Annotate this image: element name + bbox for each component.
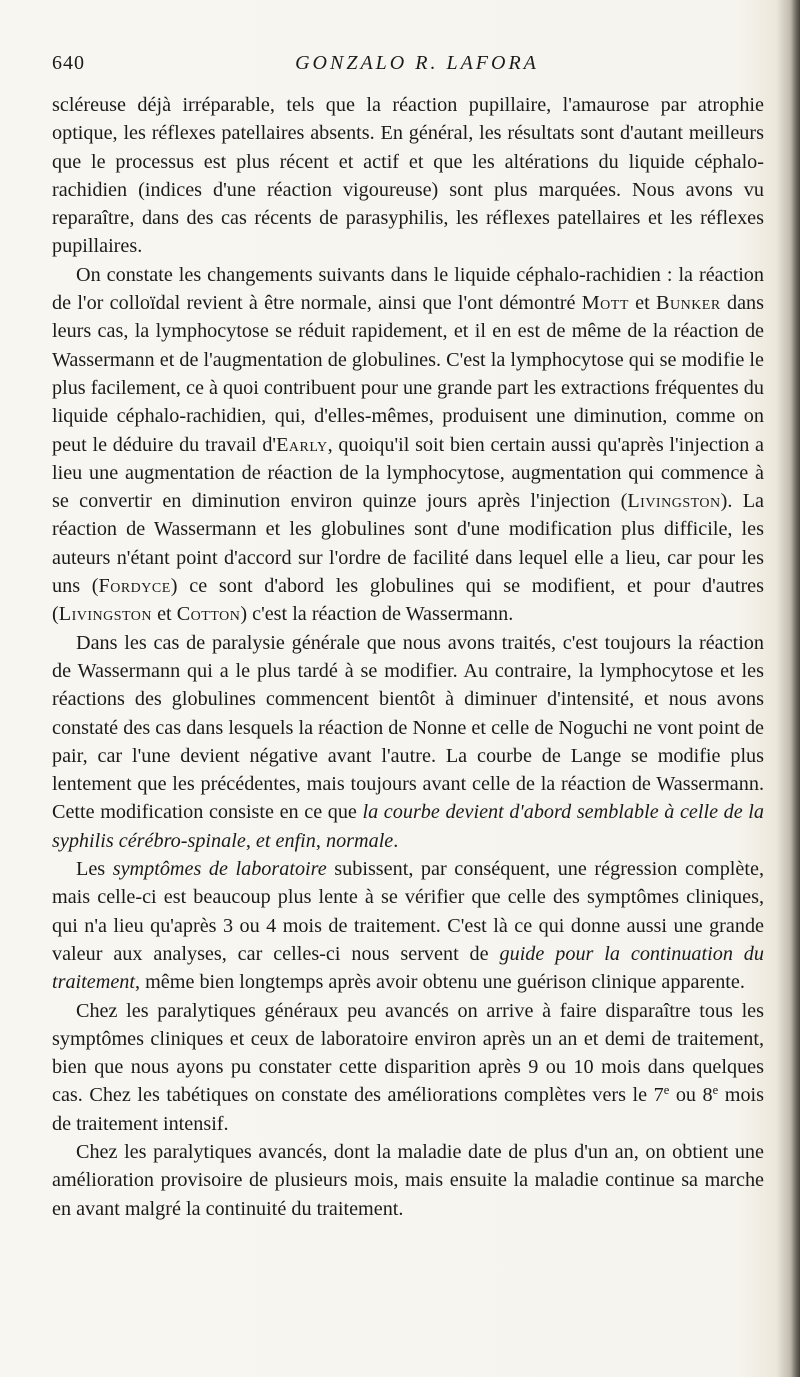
text-run: scléreuse déjà irréparable, tels que la réaction pupillaire, l'amaurose par atrophie optique, les réflexes patellaires absents. En général, les résultats sont d'autant meilleurs que le processus est plus récent et actif et que les altérations du liquide céphalo-rachidien (indices d'une réaction vigoureuse) sont plus marquées. Nous avons vu reparaître, dans des cas récents de parasyphilis, les réflexes patellaires et les réflexes pupillaires. xyxy=(52,94,764,258)
italic-emphasis: normale xyxy=(325,829,394,852)
text-run: mois de traitement intensif. xyxy=(52,1084,764,1135)
text-run: . xyxy=(393,829,399,852)
paragraph-1 xyxy=(52,91,764,261)
page-spine-shadow xyxy=(790,0,800,1377)
text-run: dans leurs cas, la lymphocytose se réduit rapidement, et il en est de même de la réaction de Wassermann et de l'augmentation de globulines. C'est la lymphocytose qui se modifie le plus facilement, ce à quoi contribuent pour une grande part les extractions fréquentes du liquide céphalo-rachidien, qui, d'elles-mêmes, produisent une diminution, comme on peut le déduire du travail d' xyxy=(52,292,764,456)
text-run: subissent, par conséquent, une régression complète, mais celle-ci est beaucoup plus lente à se vérifier que celle des symptômes cliniques, qui n'a lieu qu'après 3 ou 4 mois de traitement. C'est là ce qui donne aussi une grande valeur aux analyses, car celles-ci nous servent de xyxy=(52,858,764,965)
italic-emphasis: et enfin xyxy=(255,829,316,852)
text-run: , quoiqu'il soit bien certain aussi qu'après l'injection a lieu une augmentation de réaction de la lymphocytose, augmentation qui commence à se convertir en diminution environ quinze jours après l'injection ( xyxy=(52,433,765,513)
italic-emphasis: symptômes de laboratoire xyxy=(112,858,327,881)
text-run: ou 8 xyxy=(669,1084,713,1107)
paragraph-6 xyxy=(52,1138,764,1223)
page-number: 640 xyxy=(52,52,85,74)
author-name: Bunker xyxy=(656,292,721,315)
paragraph-3 xyxy=(52,629,764,855)
text-run: et xyxy=(628,292,657,315)
text-run: ) ce sont d'abord les globulines qui se modifient, et pour d'autres ( xyxy=(52,575,764,626)
body-text xyxy=(52,91,764,1223)
text-run: On constate les changements suivants dans le liquide céphalo-rachidien : la réaction de l'or colloïdal revient à être normale, ainsi que l'ont démontré xyxy=(52,263,764,315)
text-run: Les xyxy=(76,858,113,881)
text-run: Chez les paralytiques avancés, dont la maladie date de plus d'un an, on obtient une amélioration provisoire de plusieurs mois, mais ensuite la maladie continue sa marche en avant malgré la continuité du traitement. xyxy=(52,1140,764,1220)
author-name: Fordyce xyxy=(98,575,171,598)
author-name: Mott xyxy=(581,292,629,315)
text-run: , même bien longtemps après avoir obtenu une guérison clinique apparente. xyxy=(134,971,745,994)
author-name: Livingston xyxy=(58,603,153,626)
text-run: ). La réaction de Wassermann et les globulines sont d'une modification plus difficile, les auteurs n'étant point d'accord sur l'ordre de facilité dans lequel elle a lieu, car pour les uns ( xyxy=(52,490,765,598)
paragraph-2 xyxy=(52,261,764,629)
page-header xyxy=(52,52,762,82)
paragraph-4 xyxy=(52,855,764,996)
text-run: et xyxy=(152,603,177,626)
italic-emphasis: guide pour la continuation du traitement xyxy=(52,942,764,994)
author-name: Cotton xyxy=(176,603,241,626)
text-run: Dans les cas de paralysie générale que nous avons traités, c'est toujours la réaction de Wassermann qui a le plus tardé à se modifier. Au contraire, la lymphocytose et les réactions des globulines commencent bientôt à diminuer d'intensité, et nous avons constaté des cas dans lesquels la réaction de Nonne et celle de Noguchi ne vont point de pair, car l'une devient négative avant l'autre. La courbe de Lange se modifie plus lentement que les précédentes, mais toujours avant celle de la réaction de Wassermann. Cette modification consiste en ce que xyxy=(52,631,764,824)
ordinal-superscript: e xyxy=(712,1083,719,1098)
paragraph-5 xyxy=(52,997,764,1138)
ordinal-superscript: e xyxy=(663,1083,670,1098)
italic-emphasis: la courbe devient d'abord semblable à celle de la syphilis cérébro-spinale xyxy=(52,801,764,852)
author-name: Early xyxy=(276,433,328,456)
running-head: GONZALO R. LAFORA xyxy=(295,52,539,74)
author-name: Livingston xyxy=(627,490,721,513)
text-run: , xyxy=(245,829,256,852)
text-run: ) c'est la réaction de Wassermann. xyxy=(240,603,514,626)
text-run: Chez les paralytiques généraux peu avancés on arrive à faire disparaître tous les symptômes cliniques et ceux de laboratoire environ après un an et demi de traitement, bien que nous ayons pu constater cette disparition après 9 ou 10 mois dans quelques cas. Chez les tabétiques on constate des améliorations complètes vers le 7 xyxy=(52,999,764,1107)
text-run: , xyxy=(315,829,326,852)
